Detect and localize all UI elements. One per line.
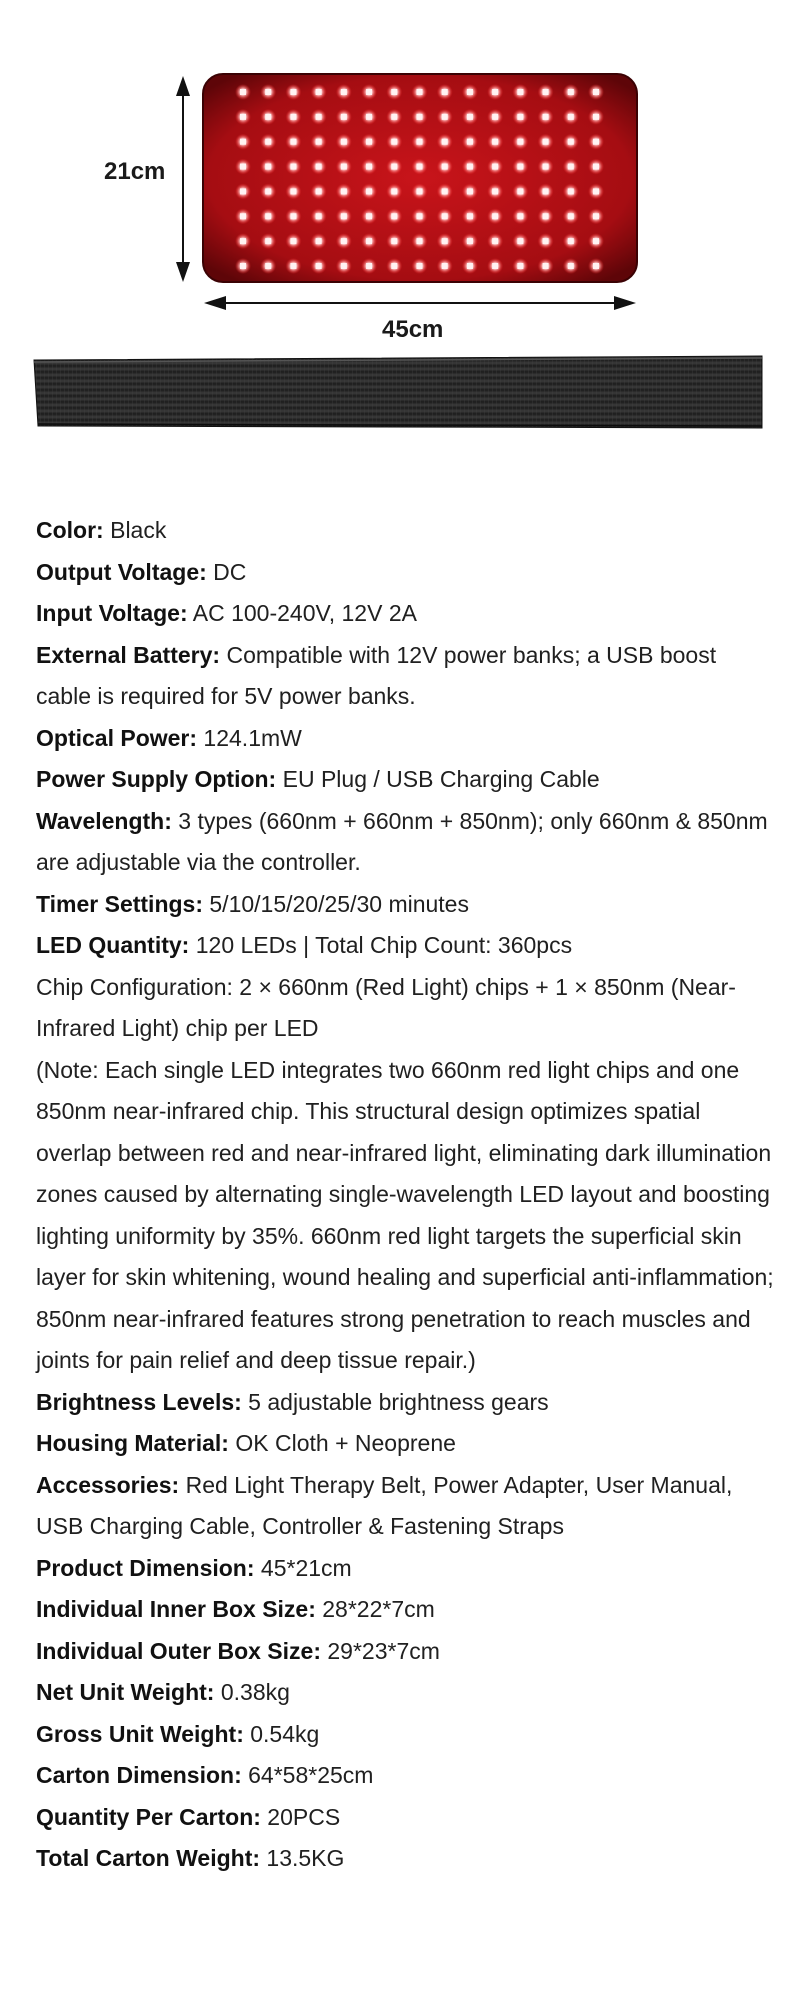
- led-chip: [316, 238, 322, 244]
- led-chip: [265, 188, 271, 194]
- spec-line: [36, 552, 776, 594]
- led-chip: [366, 164, 372, 170]
- led-chip: [316, 139, 322, 145]
- led-chip: [240, 188, 246, 194]
- led-chip: [417, 188, 423, 194]
- led-chip: [517, 263, 523, 269]
- led-chip: [417, 164, 423, 170]
- spec-label: Timer Settings:: [36, 890, 203, 917]
- led-chip: [517, 139, 523, 145]
- spec-line: [36, 1465, 776, 1548]
- led-chip: [391, 263, 397, 269]
- led-chip: [467, 263, 473, 269]
- led-chip: [316, 213, 322, 219]
- spec-line: [36, 1589, 776, 1631]
- spec-label: Optical Power:: [36, 724, 198, 751]
- led-chip: [265, 114, 271, 120]
- led-chip: [492, 238, 498, 244]
- led-pad: [203, 74, 637, 282]
- spec-line: [36, 967, 776, 1050]
- led-chip: [593, 263, 599, 269]
- spec-label: Power Supply Option:: [36, 766, 277, 792]
- led-chip: [290, 139, 296, 145]
- spec-label: External Battery:: [36, 641, 221, 668]
- spec-label: Total Carton Weight:: [36, 1845, 261, 1871]
- spec-value: Compatible with 12V power banks; a USB boost cable is required for 5V power banks.: [36, 641, 717, 709]
- led-chip: [366, 188, 372, 194]
- spec-value: EU Plug / USB Charging Cable: [276, 766, 600, 792]
- spec-value: Black: [103, 517, 167, 543]
- led-chip: [265, 89, 271, 95]
- led-chip: [341, 263, 347, 269]
- width-dimension-label: 45cm: [382, 316, 444, 343]
- led-chip: [492, 213, 498, 219]
- led-chip: [290, 213, 296, 219]
- led-chip: [341, 164, 347, 170]
- led-chip: [517, 114, 523, 120]
- led-chip: [391, 188, 397, 194]
- led-chip: [341, 139, 347, 145]
- led-chip: [391, 89, 397, 95]
- led-chip: [341, 89, 347, 95]
- led-chip: [341, 188, 347, 194]
- led-chip: [543, 263, 549, 269]
- fastening-strap: [34, 356, 762, 428]
- led-chip: [492, 114, 498, 120]
- height-dimension-label: 21cm: [104, 158, 166, 185]
- led-chip: [492, 263, 498, 269]
- led-chip: [492, 164, 498, 170]
- led-chip: [467, 139, 473, 145]
- led-chip: [265, 263, 271, 269]
- spec-label: Brightness Levels:: [36, 1388, 242, 1415]
- spec-line: [36, 884, 776, 926]
- spec-label: Wavelength:: [36, 807, 172, 834]
- led-chip: [467, 164, 473, 170]
- spec-value: 0.38kg: [214, 1679, 290, 1705]
- led-chip: [341, 238, 347, 244]
- led-chip: [593, 89, 599, 95]
- led-chip: [517, 164, 523, 170]
- led-chip: [316, 263, 322, 269]
- spec-value: 5 adjustable brightness gears: [241, 1388, 549, 1415]
- spec-line: [36, 593, 776, 635]
- led-chip: [442, 164, 448, 170]
- spec-value: Chip Configuration: 2 × 660nm (Red Light) chips + 1 × 850nm (Near-Infrared Light) chip per LED: [36, 973, 736, 1041]
- led-chip: [316, 188, 322, 194]
- spec-value: Red Light Therapy Belt, Power Adapter, User Manual, USB Charging Cable, Controller & Fastening Straps: [36, 1471, 733, 1539]
- height-arrow: [176, 76, 190, 282]
- specification-list: [36, 510, 776, 1880]
- spec-label: LED Quantity:: [36, 932, 190, 958]
- led-chip: [417, 238, 423, 244]
- spec-label: Individual Outer Box Size:: [36, 1637, 321, 1664]
- led-chip: [517, 188, 523, 194]
- led-chip: [492, 89, 498, 95]
- led-chip: [366, 139, 372, 145]
- led-chip: [366, 213, 372, 219]
- spec-value: 28*22*7cm: [315, 1596, 435, 1622]
- led-chip: [316, 89, 322, 95]
- led-chip: [240, 164, 246, 170]
- led-chip: [391, 114, 397, 120]
- led-chip: [240, 213, 246, 219]
- spec-value: OK Cloth + Neoprene: [228, 1430, 456, 1456]
- spec-label: Net Unit Weight:: [36, 1679, 215, 1705]
- spec-value: 124.1mW: [197, 724, 302, 751]
- led-chip: [366, 114, 372, 120]
- led-chip: [366, 89, 372, 95]
- led-chip: [417, 89, 423, 95]
- led-chip: [543, 89, 549, 95]
- led-chip: [341, 213, 347, 219]
- led-chip: [467, 89, 473, 95]
- spec-line: [36, 1382, 776, 1424]
- led-chip: [543, 188, 549, 194]
- led-chip: [568, 164, 574, 170]
- spec-line: [36, 1631, 776, 1673]
- spec-line: [36, 1838, 776, 1880]
- spec-value: 3 types (660nm + 660nm + 850nm); only 660nm & 850nm are adjustable via the controller.: [36, 807, 768, 875]
- spec-line: [36, 925, 776, 967]
- led-chip: [517, 89, 523, 95]
- led-chip: [391, 213, 397, 219]
- led-chip: [290, 188, 296, 194]
- spec-label: Housing Material:: [36, 1430, 229, 1456]
- spec-line: [36, 510, 776, 552]
- led-chip: [240, 89, 246, 95]
- led-chip: [543, 114, 549, 120]
- led-chip: [568, 213, 574, 219]
- spec-value: 120 LEDs | Total Chip Count: 360pcs: [189, 932, 573, 958]
- led-chip: [240, 139, 246, 145]
- spec-label: Output Voltage:: [36, 558, 207, 585]
- spec-line: [36, 635, 776, 718]
- led-chip: [442, 114, 448, 120]
- spec-value: 0.54kg: [243, 1720, 320, 1747]
- spec-label: Gross Unit Weight:: [36, 1720, 244, 1747]
- led-chip: [417, 213, 423, 219]
- product-illustration: [0, 0, 800, 450]
- spec-line: [36, 1548, 776, 1590]
- led-chip: [517, 238, 523, 244]
- led-chip: [517, 213, 523, 219]
- led-chip: [265, 139, 271, 145]
- led-chip: [467, 213, 473, 219]
- led-chip: [265, 213, 271, 219]
- product-figure: [0, 0, 800, 450]
- led-chip: [391, 238, 397, 244]
- spec-value: 5/10/15/20/25/30 minutes: [203, 890, 469, 917]
- led-chip: [265, 238, 271, 244]
- spec-line: [36, 1423, 776, 1465]
- led-chip: [442, 139, 448, 145]
- spec-value: 20PCS: [260, 1803, 341, 1830]
- led-chip: [467, 238, 473, 244]
- led-chip: [417, 263, 423, 269]
- led-chip: [568, 263, 574, 269]
- spec-line: [36, 1050, 776, 1382]
- spec-line: [36, 1755, 776, 1797]
- led-chip: [492, 188, 498, 194]
- led-chip: [543, 213, 549, 219]
- led-chip: [417, 139, 423, 145]
- width-arrow: [204, 296, 636, 310]
- spec-value: 29*23*7cm: [320, 1637, 440, 1664]
- spec-line: [36, 759, 776, 801]
- led-chip: [290, 263, 296, 269]
- spec-value: AC 100-240V, 12V 2A: [187, 600, 417, 626]
- spec-label: Carton Dimension:: [36, 1762, 242, 1788]
- led-chip: [543, 164, 549, 170]
- spec-line: [36, 718, 776, 760]
- led-chip: [442, 213, 448, 219]
- spec-label: Quantity Per Carton:: [36, 1803, 261, 1830]
- led-chip: [593, 213, 599, 219]
- led-chip: [290, 164, 296, 170]
- led-chip: [316, 114, 322, 120]
- spec-label: Product Dimension:: [36, 1554, 255, 1581]
- led-chip: [391, 139, 397, 145]
- spec-value: 13.5KG: [260, 1845, 345, 1871]
- led-chip: [240, 263, 246, 269]
- led-chip: [467, 114, 473, 120]
- led-chip: [442, 238, 448, 244]
- led-chip: [442, 263, 448, 269]
- led-chip: [593, 114, 599, 120]
- led-chip: [341, 114, 347, 120]
- spec-line: [36, 801, 776, 884]
- spec-value: (Note: Each single LED integrates two 660nm red light chips and one 850nm near-infrared chip. This structural design optimizes spatial overlap between red and near-infrared light, eliminating dark illumination zones caused by alternating single-wavelength LED layout and boosting lighting uniformity by 35%. 660nm red light targets the superficial skin layer for skin whitening, wound healing and superficial anti-inflammation; 850nm near-infrared features strong penetration to reach muscles and joints for pain relief and deep tissue repair.): [36, 1056, 774, 1373]
- led-chip: [568, 238, 574, 244]
- led-chip: [290, 114, 296, 120]
- led-chip: [391, 164, 397, 170]
- spec-label: Color:: [36, 517, 104, 543]
- spec-line: [36, 1672, 776, 1714]
- spec-label: Input Voltage:: [36, 600, 188, 626]
- led-chip: [467, 188, 473, 194]
- spec-label: Accessories:: [36, 1471, 180, 1498]
- led-chip: [543, 238, 549, 244]
- led-chip: [442, 188, 448, 194]
- led-chip: [568, 114, 574, 120]
- spec-value: 64*58*25cm: [241, 1762, 374, 1788]
- led-chip: [290, 238, 296, 244]
- led-chip: [442, 89, 448, 95]
- led-chip: [568, 188, 574, 194]
- led-chip: [593, 238, 599, 244]
- spec-line: [36, 1797, 776, 1839]
- led-chip: [492, 139, 498, 145]
- led-chip: [593, 164, 599, 170]
- spec-value: DC: [206, 558, 247, 585]
- led-chip: [240, 114, 246, 120]
- led-chip: [543, 139, 549, 145]
- led-chip: [568, 139, 574, 145]
- led-chip: [316, 164, 322, 170]
- led-chip: [290, 89, 296, 95]
- spec-value: 45*21cm: [254, 1554, 352, 1581]
- led-chip: [240, 238, 246, 244]
- led-chip: [568, 89, 574, 95]
- spec-line: [36, 1714, 776, 1756]
- spec-label: Individual Inner Box Size:: [36, 1596, 316, 1622]
- led-chip: [265, 164, 271, 170]
- led-chip: [417, 114, 423, 120]
- led-chip: [366, 263, 372, 269]
- led-chip: [366, 238, 372, 244]
- led-chip: [593, 139, 599, 145]
- led-chip: [593, 188, 599, 194]
